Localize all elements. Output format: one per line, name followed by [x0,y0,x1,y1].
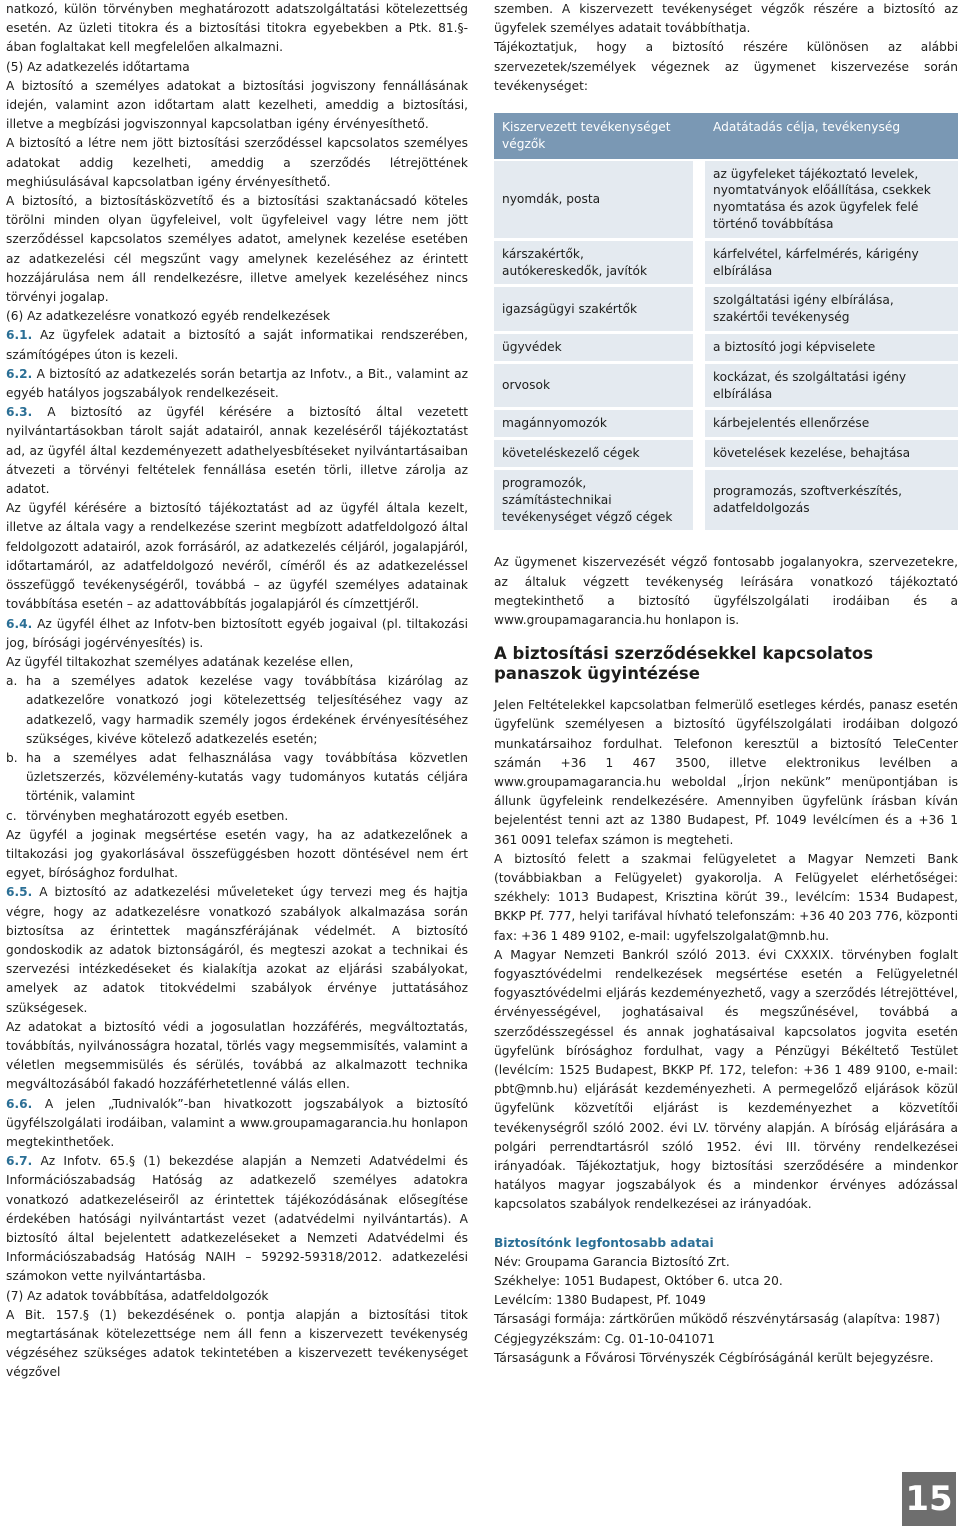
company-data-line: Levélcím: 1380 Budapest, Pf. 1049 [494,1293,706,1308]
right-paragraph-3: Az ügymenet kiszervezését végző fontosabb jogalanyokra, szervezetekre, az általuk végzett tevékenység leírására vonatkozó tájékoztató megtekinthető a biztosító ügyfélszolgálati irodáiban és a www.groupamagarancia.hu honlapon is. [494,555,958,627]
list-marker: c. [6,808,17,823]
table-cell: kárfelvétel, kárfelmérés, kárigény elbírálása [705,241,958,286]
paragraph-6-5-continued: Az adatokat a biztosító védi a jogosulatlan hozzáférés, megváltoztatás, továbbítás, nyilvánosságra hozatal, törlés vagy megsemmisítés, valamint a véletlen megsemmisülés és sérülés, továbbá az alkalmazott technika megváltozásából fakadó hozzáférhetetlenné válás ellen. [6,1019,468,1092]
paragraph-6-3 [6,403,468,499]
complaints-heading: A biztosítási szerződésekkel kapcsolatos panaszok ügyintézése [494,644,874,684]
section-6-title: (6) Az adatkezelésre vonatkozó egyéb rendelkezések [6,309,331,324]
page-number: 15 [902,1472,956,1526]
company-data-line: Társaságunk a Fővárosi Törvényszék Cégbíróságánál került bejegyzésre. [494,1350,934,1365]
paragraph-6-7-number: 6.7. [6,1154,33,1169]
right-column [494,0,958,1368]
paragraph-6-4 [6,615,468,653]
paragraph-6-6-text: A jelen „Tudnivalók”-ban hivatkozott jogszabályok a biztosító ügyfélszolgálati irodáiban, valamint a www.groupamagarancia.hu honlapon megtekinthetőek. [6,1096,468,1149]
paragraph-6-6-number: 6.6. [6,1096,33,1111]
table-row [494,161,958,239]
right-paragraph-1: szemben. A kiszervezett tevékenységet végzők részére a biztosító az ügyfelek személyes adatait továbbíthatja. [494,2,958,36]
company-data-line: Név: Groupama Garancia Biztosító Zrt. [494,1254,730,1269]
list-item-text: ha a személyes adat felhasználása vagy továbbítása közvetlen üzletszerzés, közvélemény-kutatás vagy tudományos kutatás céljára történik, valamint [26,750,468,804]
table-cell: szolgáltatási igény elbírálása, szakértői tevékenység [705,287,958,332]
outsourcing-table [494,111,958,533]
paragraph-6-3-continued: Az ügyfél kérésére a biztosító tájékoztatást ad az ügyfél általa kezelt, illetve az általa vagy a rendelkezése szerint megbízott adatfeldolgozó által feldolgozott adatairól, azok forrásáról, az adatkezelés céljáról, jogalapjáról, időtartamáról, az adatfeldolgozó nevéről, címéről és az adatkezeléssel összefüggő tevékenységéről, továbbá – az ügyfél személyes adatainak továbbítása esetén – az adattovábbítás jogalapjáról és címzettjéről. [6,501,468,612]
section-7-paragraph: A Bit. 157.§ (1) bekezdésének o. pontja alapján a biztosítási titok megtartásának kötelezettsége nem áll fenn a kiszervezett tevékenység végzéséhez szükséges adatok tekintetében a kiszervezett tevékenységet végzővel [6,1307,468,1380]
paragraph-6-1-text: Az ügyfelek adatait a biztosító a saját informatikai rendszerében, számítógépes úton is kezeli. [6,328,468,362]
list-item-text: törvényben meghatározott egyéb esetben. [26,808,289,823]
intro-paragraph: natkozó, külön törvényben meghatározott adatszolgáltatási kötelezettség esetén. Az üzleti titokra és a biztosítási titokra egyebekben a Ptk. 81.§-ában foglaltakat kell megfelelően alkalmazni. [6,2,468,55]
list-item [6,672,468,749]
table-row [494,334,958,362]
table-row [494,241,958,286]
paragraph-6-4-number: 6.4. [6,616,33,631]
paragraph-6-3-number: 6.3. [6,405,33,420]
table-cell: követeléskezelő cégek [494,440,705,468]
table-cell: kárszakértők, autókereskedők, javítók [494,241,705,286]
paragraph-6-2 [6,365,468,403]
paragraph-6-1 [6,326,468,364]
right-paragraph-2: Tájékoztatjuk, hogy a biztosító részére különösen az alábbi szervezetek/személyek végeznek az ügymenet kiszervezése során tevékenységet: [494,40,958,93]
paragraph-6-7-text: Az Infotv. 65.§ (1) bekezdése alapján a Nemzeti Adatvédelmi és Információszabadság Hatóság az adatkezelő személyes adatokra vonatkozó adatkezeléseiről az érintettek tájékozódásának elősegítése érdekében hatósági nyilvántartást vezet (adatvédelmi nyilvántartás). A biztosító által bejelentett adatkezeléseket a Nemzeti Adatvédelmi és Információszabadság Hatóság NAIH – 59292-59318/2012. adatkezelési számokon vette nyilvántartásba. [6,1154,468,1284]
table-cell: a biztosító jogi képviselete [705,334,958,362]
paragraph-6-7 [6,1152,468,1286]
left-column [6,0,468,1383]
paragraph-6-2-number: 6.2. [6,366,33,381]
list-marker: a. [6,674,18,689]
table-cell: az ügyfeleket tájékoztató levelek, nyomtatványok előállítása, csekkek nyomtatása és azok ügyfelek felé történő továbbítása [705,161,958,239]
table-header-row [494,113,958,159]
paragraph-6-5 [6,883,468,1017]
table-row [494,470,958,531]
table-cell: kockázat, és szolgáltatási igény elbírálása [705,364,958,409]
section-7-title: (7) Az adatok továbbítása, adatfeldolgozók [6,1288,269,1303]
spacer [494,1215,958,1234]
column-header-purpose: Adatátadás célja, tevékenység [705,113,958,159]
table-cell: kárbejelentés ellenőrzése [705,410,958,438]
paragraph-6-3-text: A biztosító az ügyfél kérésére a biztosító által vezetett nyilvántartásokban tárolt saját adatairól, annak kezeléséről tájékoztatást ad, az ügyfél által kezdeményezett adathelyesbítéseket nyilvántartásaiban átvezeti a törvényi feltételek fennállása esetén törli, illetve zárolja az adatot. [6,405,468,497]
table-cell: nyomdák, posta [494,161,705,239]
paragraph-6-4-text: Az ügyfél élhet az Infotv-ben biztosított egyéb jogaival (pl. tiltakozási jog, bírósági jogérvényesítés) is. [6,616,468,650]
table-row [494,364,958,409]
column-header-contractors: Kiszervezett tevékenységet végzők [494,113,705,159]
company-data-line: Cégjegyzékszám: Cg. 01-10-041071 [494,1331,715,1346]
table-cell: ügyvédek [494,334,705,362]
section-5-title: (5) Az adatkezelés időtartama [6,59,190,74]
table-cell: programozók, számítástechnikai tevékenységet végző cégek [494,470,705,531]
table-cell: programozás, szoftverkészítés, adatfeldolgozás [705,470,958,531]
table-cell: követelések kezelése, behajtása [705,440,958,468]
company-data-title: Biztosítónk legfontosabb adatai [494,1235,714,1250]
table-row [494,287,958,332]
paragraph-6-4-objection-intro: Az ügyfél tiltakozhat személyes adatának kezelése ellen, [6,654,354,669]
paragraph-6-4-court: Az ügyfél a joginak megsértése esetén vagy, ha az adatkezelőnek a tiltakozási jog gyakorlásával összefüggésben hozott döntésével nem ért egyet, bírósághoz fordulhat. [6,827,468,881]
table-cell: orvosok [494,364,705,409]
list-marker: b. [6,750,18,765]
complaints-paragraph-2: A biztosító felett a szakmai felügyeletet a Magyar Nemzeti Bank (továbbiakban a Felügyelet) gyakorolja. A Felügyelet elérhetőségei: székhely: 1013 Budapest, Krisztina körút 39., levélcím: 1534 Budapest, BKKP Pf. 777, helyi tarifával hívható telefonszám: +36 40 203 776, központi fax: +36 1 489 9102, e-mail: ugyfelszolgalat@mnb.hu. [494,851,958,943]
table-row [494,410,958,438]
paragraph-6-2-text: A biztosító az adatkezelés során betartja az Infotv., a Bit., valamint az egyéb hatályos jogszabályok rendelkezéseit. [6,366,468,401]
table-row [494,440,958,468]
paragraph-6-5-number: 6.5. [6,885,33,900]
paragraph-6-6 [6,1095,468,1153]
company-data-line: Székhelye: 1051 Budapest, Október 6. utca 20. [494,1274,783,1289]
section-5-paragraph-3: A biztosító, a biztosításközvetítő és a biztosítási szaktanácsadó köteles törölni minden olyan ügyfeleivel, volt ügyfeleivel vagy létre nem jött szerződéssel kapcsolatos személyes adatot, amelynek kezelése esetében az adatkezelési cél megszűnt vagy amelynek kezeléséhez az érintett hozzájárulása nem áll rendelkezésre, illetve amelyek kezeléséhez nincs törvényi jogalap. [6,194,468,305]
paragraph-6-5-text: A biztosító az adatkezelési műveleteket úgy tervezi meg és hajtja végre, hogy az adatkezelésre vonatkozó szabályok alkalmazása során biztosítsa az érintettek magánszférájának védelmét. A biztosító gondoskodik az adatok biztonságáról, és megteszi azokat a technikai és szervezési intézkedéseket és kialakítja azokat az eljárási szabályokat, amelyek az adatok titokvédelmi szabályok érvénye juttatásához szükségesek. [6,885,468,1015]
objection-list [6,672,468,826]
list-item [6,749,468,807]
company-data-line: Társasági formája: zártkörűen működő részvénytársaság (alapítva: 1987) [494,1312,941,1327]
list-item-text: ha a személyes adatok kezelése vagy továbbítása kizárólag az adatkezelőre vonatkozó jogi kötelezettség teljesítéséhez vagy az adatkezelő, vagy harmadik személy jogos érdekének érvényesítéséhez szükséges, kivéve kötelező adatkezelés esetén; [26,674,468,746]
complaints-paragraph-1: Jelen Feltételekkel kapcsolatban felmerülő esetleges kérdés, panasz esetén ügyfelünk személyesen a biztosító ügyfélszolgálati irodáiban dolgozó munkatársaihoz fordulhat. Telefonon keresztül a biztosító TeleCenter számán +36 1 467 3500, illetve elektronikus levélben a www.groupamagarancia.hu weboldal „Írjon nekünk” menüpontjában is állunk ügyfeleink rendelkezésére. Amennyiben ügyfelünk írásban kíván bejelentést tenni azt az 1380 Budapest, Pf. 1049 levélcímen és a +36 1 361 0091 telefax számon is megteheti. [494,698,958,847]
paragraph-6-1-number: 6.1. [6,328,33,343]
section-5-paragraph-1: A biztosító a személyes adatokat a biztosítási jogviszony fennállásának idején, valamint azon időtartam alatt kezelheti, ameddig a biztosítási, illetve a megbízási jogviszonnyal kapcsolatban igény érvényesíthető. [6,78,468,132]
table-cell: magánnyomozók [494,410,705,438]
complaints-paragraph-3: A Magyar Nemzeti Bankról szóló 2013. évi CXXXIX. törvényben foglalt fogyasztóvédelmi rendelkezések megsértése esetén a Felügyeletnél fogyasztóvédelmi eljárás kezdeményezhető, vagy a szerződés létrejöttével, érvényességével, joghatásaival és megszűnésével, továbbá a szerződésszegéssel és annak joghatásaival kapcsolatos jogvita esetén ügyfelünk bírósághoz fordulhat, vagy a Pénzügyi Békéltető Testület (levélcím: 1525 Budapest, BKKP Pf. 172, telefon: +36 1 489 9100, e-mail: pbt@mnb.hu) eljárását kezdeményezheti. A permegelőző eljárások közül ügyfelünk közvetítői eljárást is kezdeményezhet a közvetítői tevékenységről szóló 2002. évi LV. törvény alapján. A bíróság eljárására a polgári perrendtartásról szóló 1952. évi III. törvény rendelkezései irányadóak. Tájékoztatjuk, hogy biztosítási szerződésére a mindenkor hatályos magyar jogszabályok és a mindenkor érvényes adózással kapcsolatos szabályok rendelkezései az irányadóak. [494,947,958,1212]
list-item [6,807,468,826]
table-cell: igazságügyi szakértők [494,287,705,332]
section-5-paragraph-2: A biztosító a létre nem jött biztosítási szerződéssel kapcsolatos személyes adatokat addig kezelheti, ameddig a szerződés létrejöttének meghiúsulásával kapcsolatban igény érvényesíthető. [6,136,468,189]
